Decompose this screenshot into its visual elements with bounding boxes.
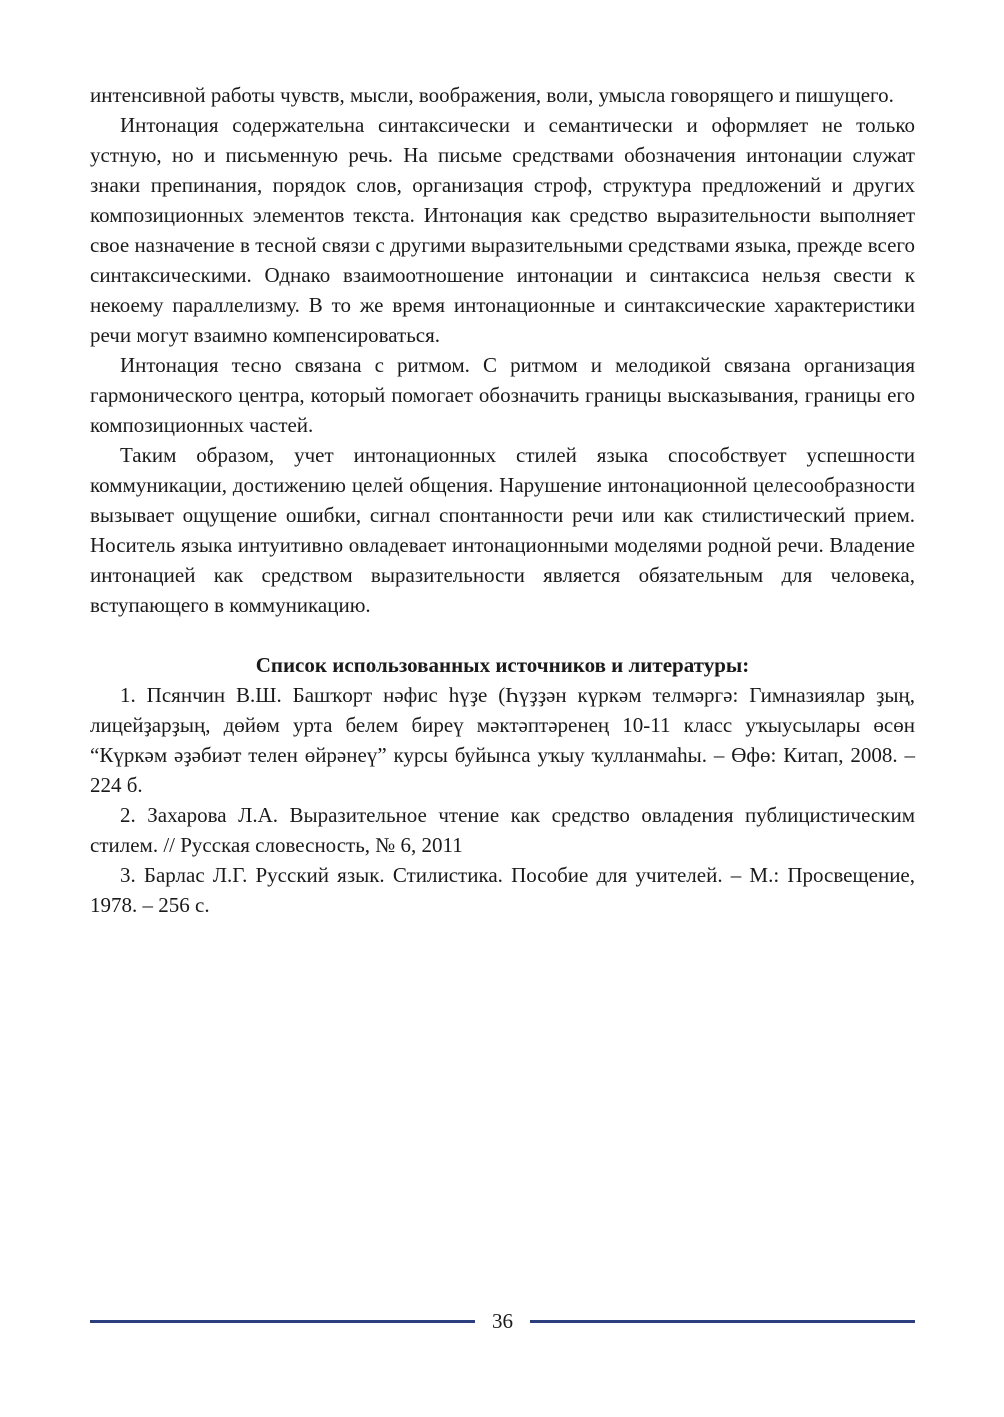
- body-paragraph: Таким образом, учет интонационных стилей языка способствует успешности коммуникации, достижению целей общения. Нарушение интонационной целесообразности вызывает ощущение ошибки, сигнал спонтанности речи или как стилистический прием. Носитель языка интуитивно овладевает интонационными моделями родной речи. Владение интонацией как средством выразительности является обязательным для человека, вступающего в коммуникацию.: [90, 443, 915, 617]
- footer-rule-right: [530, 1320, 915, 1323]
- page-content: [90, 80, 915, 920]
- page-footer: [90, 1304, 915, 1338]
- reference-item: 3. Барлас Л.Г. Русский язык. Стилистика. Пособие для учителей. – М.: Просвещение, 1978. – 256 с.: [90, 863, 915, 917]
- reference-item: 2. Захарова Л.А. Выразительное чтение как средство овладения публицистическим стилем. // Русская словесность, № 6, 2011: [90, 803, 915, 857]
- references-heading: Список использованных источников и литературы:: [255, 653, 750, 677]
- body-paragraph: Интонация тесно связана с ритмом. С ритмом и мелодикой связана организация гармонического центра, который помогает обозначить границы высказывания, границы его композиционных частей.: [90, 353, 915, 437]
- footer-rule-left: [90, 1320, 475, 1323]
- body-paragraph-continuation: интенсивной работы чувств, мысли, воображения, воли, умысла говорящего и пишущего.: [90, 83, 894, 107]
- body-paragraph: Интонация содержательна синтаксически и семантически и оформляет не только устную, но и письменную речь. На письме средствами обозначения интонации служат знаки препинания, порядок слов, организация строф, структура предложений и других композиционных элементов текста. Интонация как средство выразительности выполняет свое назначение в тесной связи с другими выразительными средствами языка, прежде всего синтаксическими. Однако взаимоотношение интонации и синтаксиса нельзя свести к некоему параллелизму. В то же время интонационные и синтаксические характеристики речи могут взаимно компенсироваться.: [90, 113, 915, 347]
- page-number: 36: [492, 1309, 513, 1333]
- reference-item: 1. Псянчин В.Ш. Башҡорт нәфис һүҙе (Һүҙҙән күркәм телмәргә: Гимназиялар ҙың, лицейҙарҙың, дөйөм урта белем биреү мәктәптәренең 10-11 класс уҡыусылары өсөн “Күркәм әҙәбиәт телен өйрәнеү” курсы буйынса уҡыу ҡулланмаһы. – Өфө: Китап, 2008. – 224 б.: [90, 683, 915, 797]
